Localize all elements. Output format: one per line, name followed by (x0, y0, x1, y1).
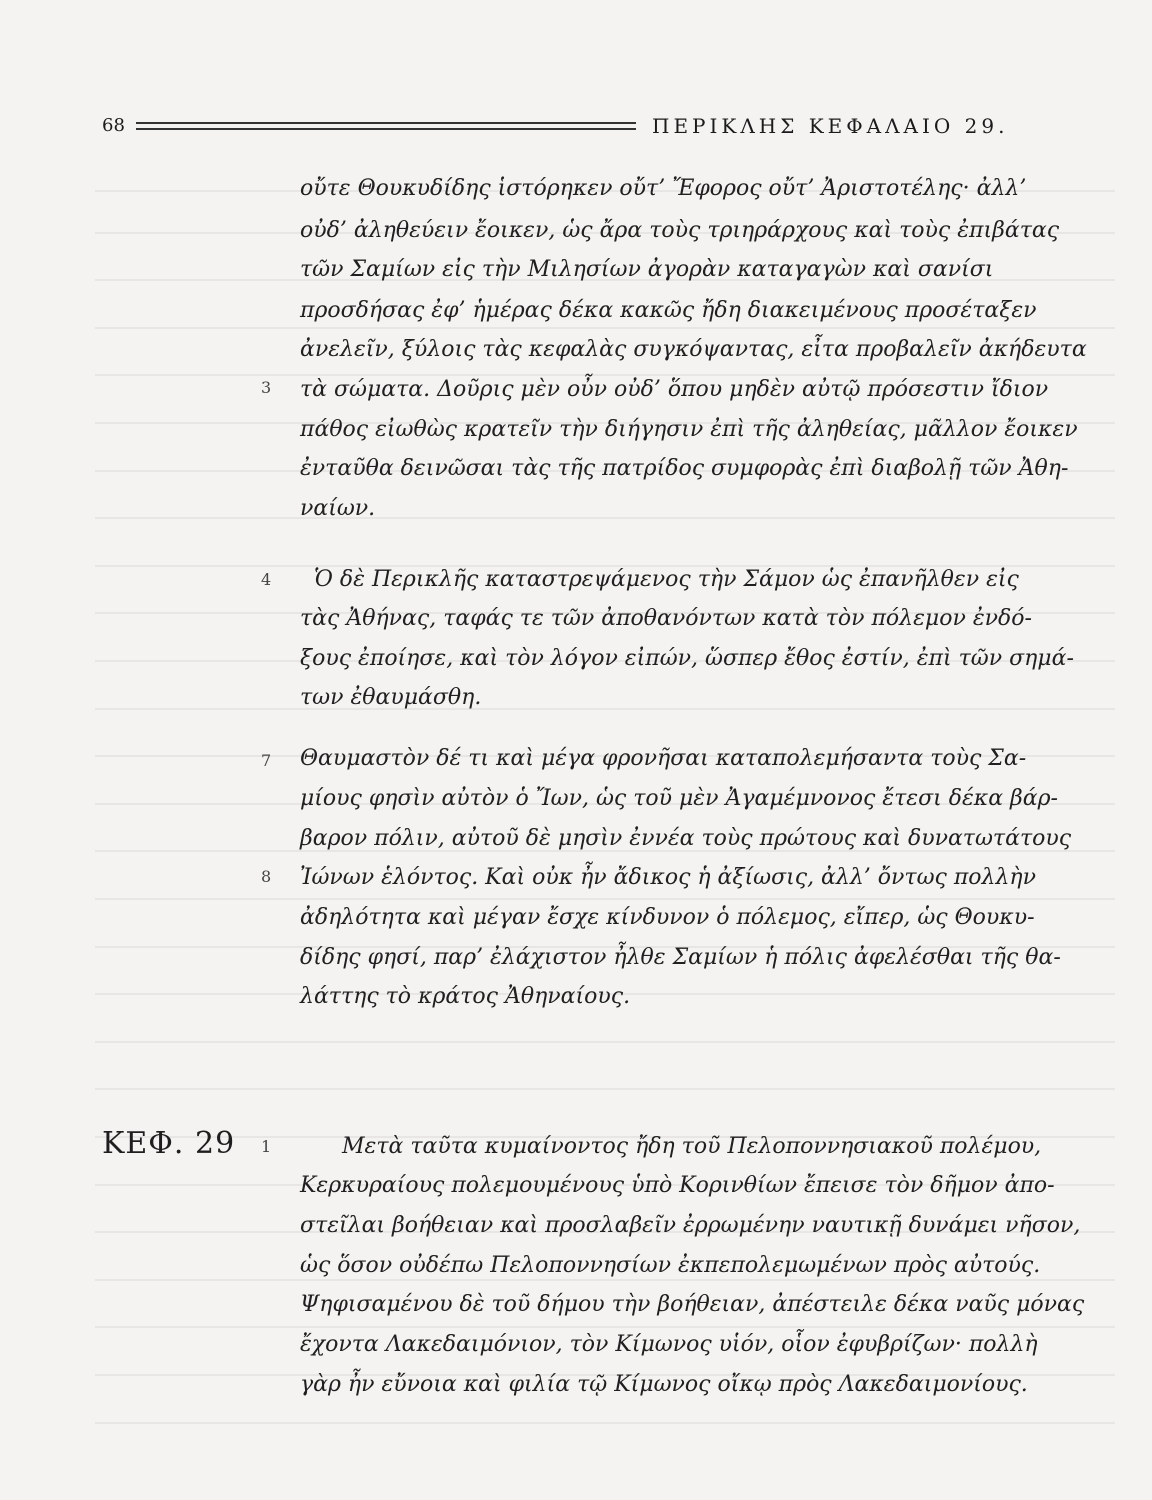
text-line: οὐδ’ ἀληθεύειν ἔοικεν, ὡς ἄρα τοὺς τριηράρχους καὶ τοὺς ἐπιβάτας (300, 218, 1060, 243)
text-line: ἀνελεῖν, ξύλοις τὰς κεφαλὰς συγκόψαντας, εἶτα προβαλεῖν ἀκήδευτα (300, 337, 1087, 362)
text-line: ξους ἐποίησε, καὶ τὸν λόγον εἰπών, ὥσπερ ἔθος ἐστίν, ἐπὶ τῶν σημά- (300, 646, 1074, 671)
line-number-8: 8 (261, 867, 272, 886)
text-line: ἔχοντα Λακεδαιμόνιον, τὸν Κίμωνος υἱόν, οἷον ἐφυβρίζων· πολλὴ (300, 1332, 1038, 1357)
line-number-1: 1 (261, 1137, 272, 1156)
line-number-3: 3 (261, 378, 272, 397)
text-line: βαρον πόλιν, αὐτοῦ δὲ μησὶν ἐννέα τοὺς πρώτους καὶ δυνατωτάτους (300, 826, 1072, 851)
text-line: γὰρ ἦν εὔνοια καὶ φιλία τῷ Κίμωνος οἴκῳ πρὸς Λακεδαιμονίους. (300, 1372, 1028, 1397)
text-line: Κερκυραίους πολεμουμένους ὑπὸ Κορινθίων ἔπεισε τὸν δῆμον ἀπο- (300, 1173, 1055, 1198)
text-line: Ψηφισαμένου δὲ τοῦ δήμου τὴν βοήθειαν, ἀπέστειλε δέκα ναῦς μόνας (300, 1292, 1085, 1317)
text-line: Θαυμαστὸν δέ τι καὶ μέγα φρονῆσαι καταπολεμήσαντα τοὺς Σα- (300, 746, 1027, 771)
text-line: ναίων. (300, 496, 376, 521)
text-line: τῶν Σαμίων εἰς τὴν Μιλησίων ἀγορὰν καταγαγὼν καὶ σανίσι (300, 257, 994, 282)
chapter-label: ΚΕΦ. 29 (102, 1126, 236, 1161)
text-line: Ὁ δὲ Περικλῆς καταστρεψάμενος τὴν Σάμον ὡς ἐπανῆλθεν εἰς (314, 567, 1019, 592)
text-line: ἀδηλότητα καὶ μέγαν ἔσχε κίνδυνον ὁ πόλεμος, εἴπερ, ὡς Θουκυ- (300, 905, 1035, 930)
text-line: πάθος εἰωθὼς κρατεῖν τὴν διήγησιν ἐπὶ τῆς ἀληθείας, μᾶλλον ἔοικεν (300, 417, 1078, 442)
text-line: μίους φησὶν αὐτὸν ὁ Ἴων, ὡς τοῦ μὲν Ἀγαμέμνονος ἔτεσι δέκα βάρ- (300, 786, 1058, 811)
header-double-rule (136, 122, 636, 130)
text-line: ὡς ὅσον οὐδέπω Πελοποννησίων ἐκπεπολεμωμένων πρὸς αὐτούς. (300, 1253, 1041, 1278)
text-line: ἐνταῦθα δεινῶσαι τὰς τῆς πατρίδος συμφορὰς ἐπὶ διαβολῇ τῶν Ἀθη- (300, 456, 1069, 481)
text-line: λάττης τὸ κράτος Ἀθηναίους. (300, 984, 631, 1009)
text-line: προσδήσας ἐφ’ ἡμέρας δέκα κακῶς ἤδη διακειμένους προσέταξεν (300, 298, 1037, 323)
text-line: στεῖλαι βοήθειαν καὶ προσλαβεῖν ἐρρωμένην ναυτικῇ δυνάμει νῆσον, (300, 1213, 1081, 1238)
running-head: ΠΕΡΙΚΛΗΣ ΚΕΦΑΛΑΙΟ 29. (652, 114, 1009, 138)
text-line: δίδης φησί, παρ’ ἐλάχιστον ἦλθε Σαμίων ἡ πόλις ἀφελέσθαι τῆς θα- (300, 945, 1061, 970)
line-number-7: 7 (261, 751, 272, 770)
text-line: οὔτε Θουκυδίδης ἱστόρηκεν οὔτ’ Ἔφορος οὔτ’ Ἀριστοτέλης· ἀλλ’ (300, 176, 1027, 201)
text-line: Ἰώνων ἑλόντος. Καὶ οὐκ ἦν ἄδικος ἡ ἀξίωσις, ἀλλ’ ὄντως πολλὴν (300, 865, 1036, 890)
text-line: τὰς Ἀθήνας, ταφάς τε τῶν ἀποθανόντων κατὰ τὸν πόλεμον ἐνδό- (300, 606, 1032, 631)
page-number: 68 (102, 115, 125, 136)
text-line: των ἐθαυμάσθη. (300, 685, 482, 710)
line-number-4: 4 (261, 570, 272, 589)
text-line: τὰ σώματα. Δοῦρις μὲν οὖν οὐδ’ ὅπου μηδὲν αὐτῷ πρόσεστιν ἴδιον (300, 377, 1049, 402)
text-line: Μετὰ ταῦτα κυμαίνοντος ἤδη τοῦ Πελοποννησιακοῦ πολέμου, (342, 1134, 1042, 1159)
